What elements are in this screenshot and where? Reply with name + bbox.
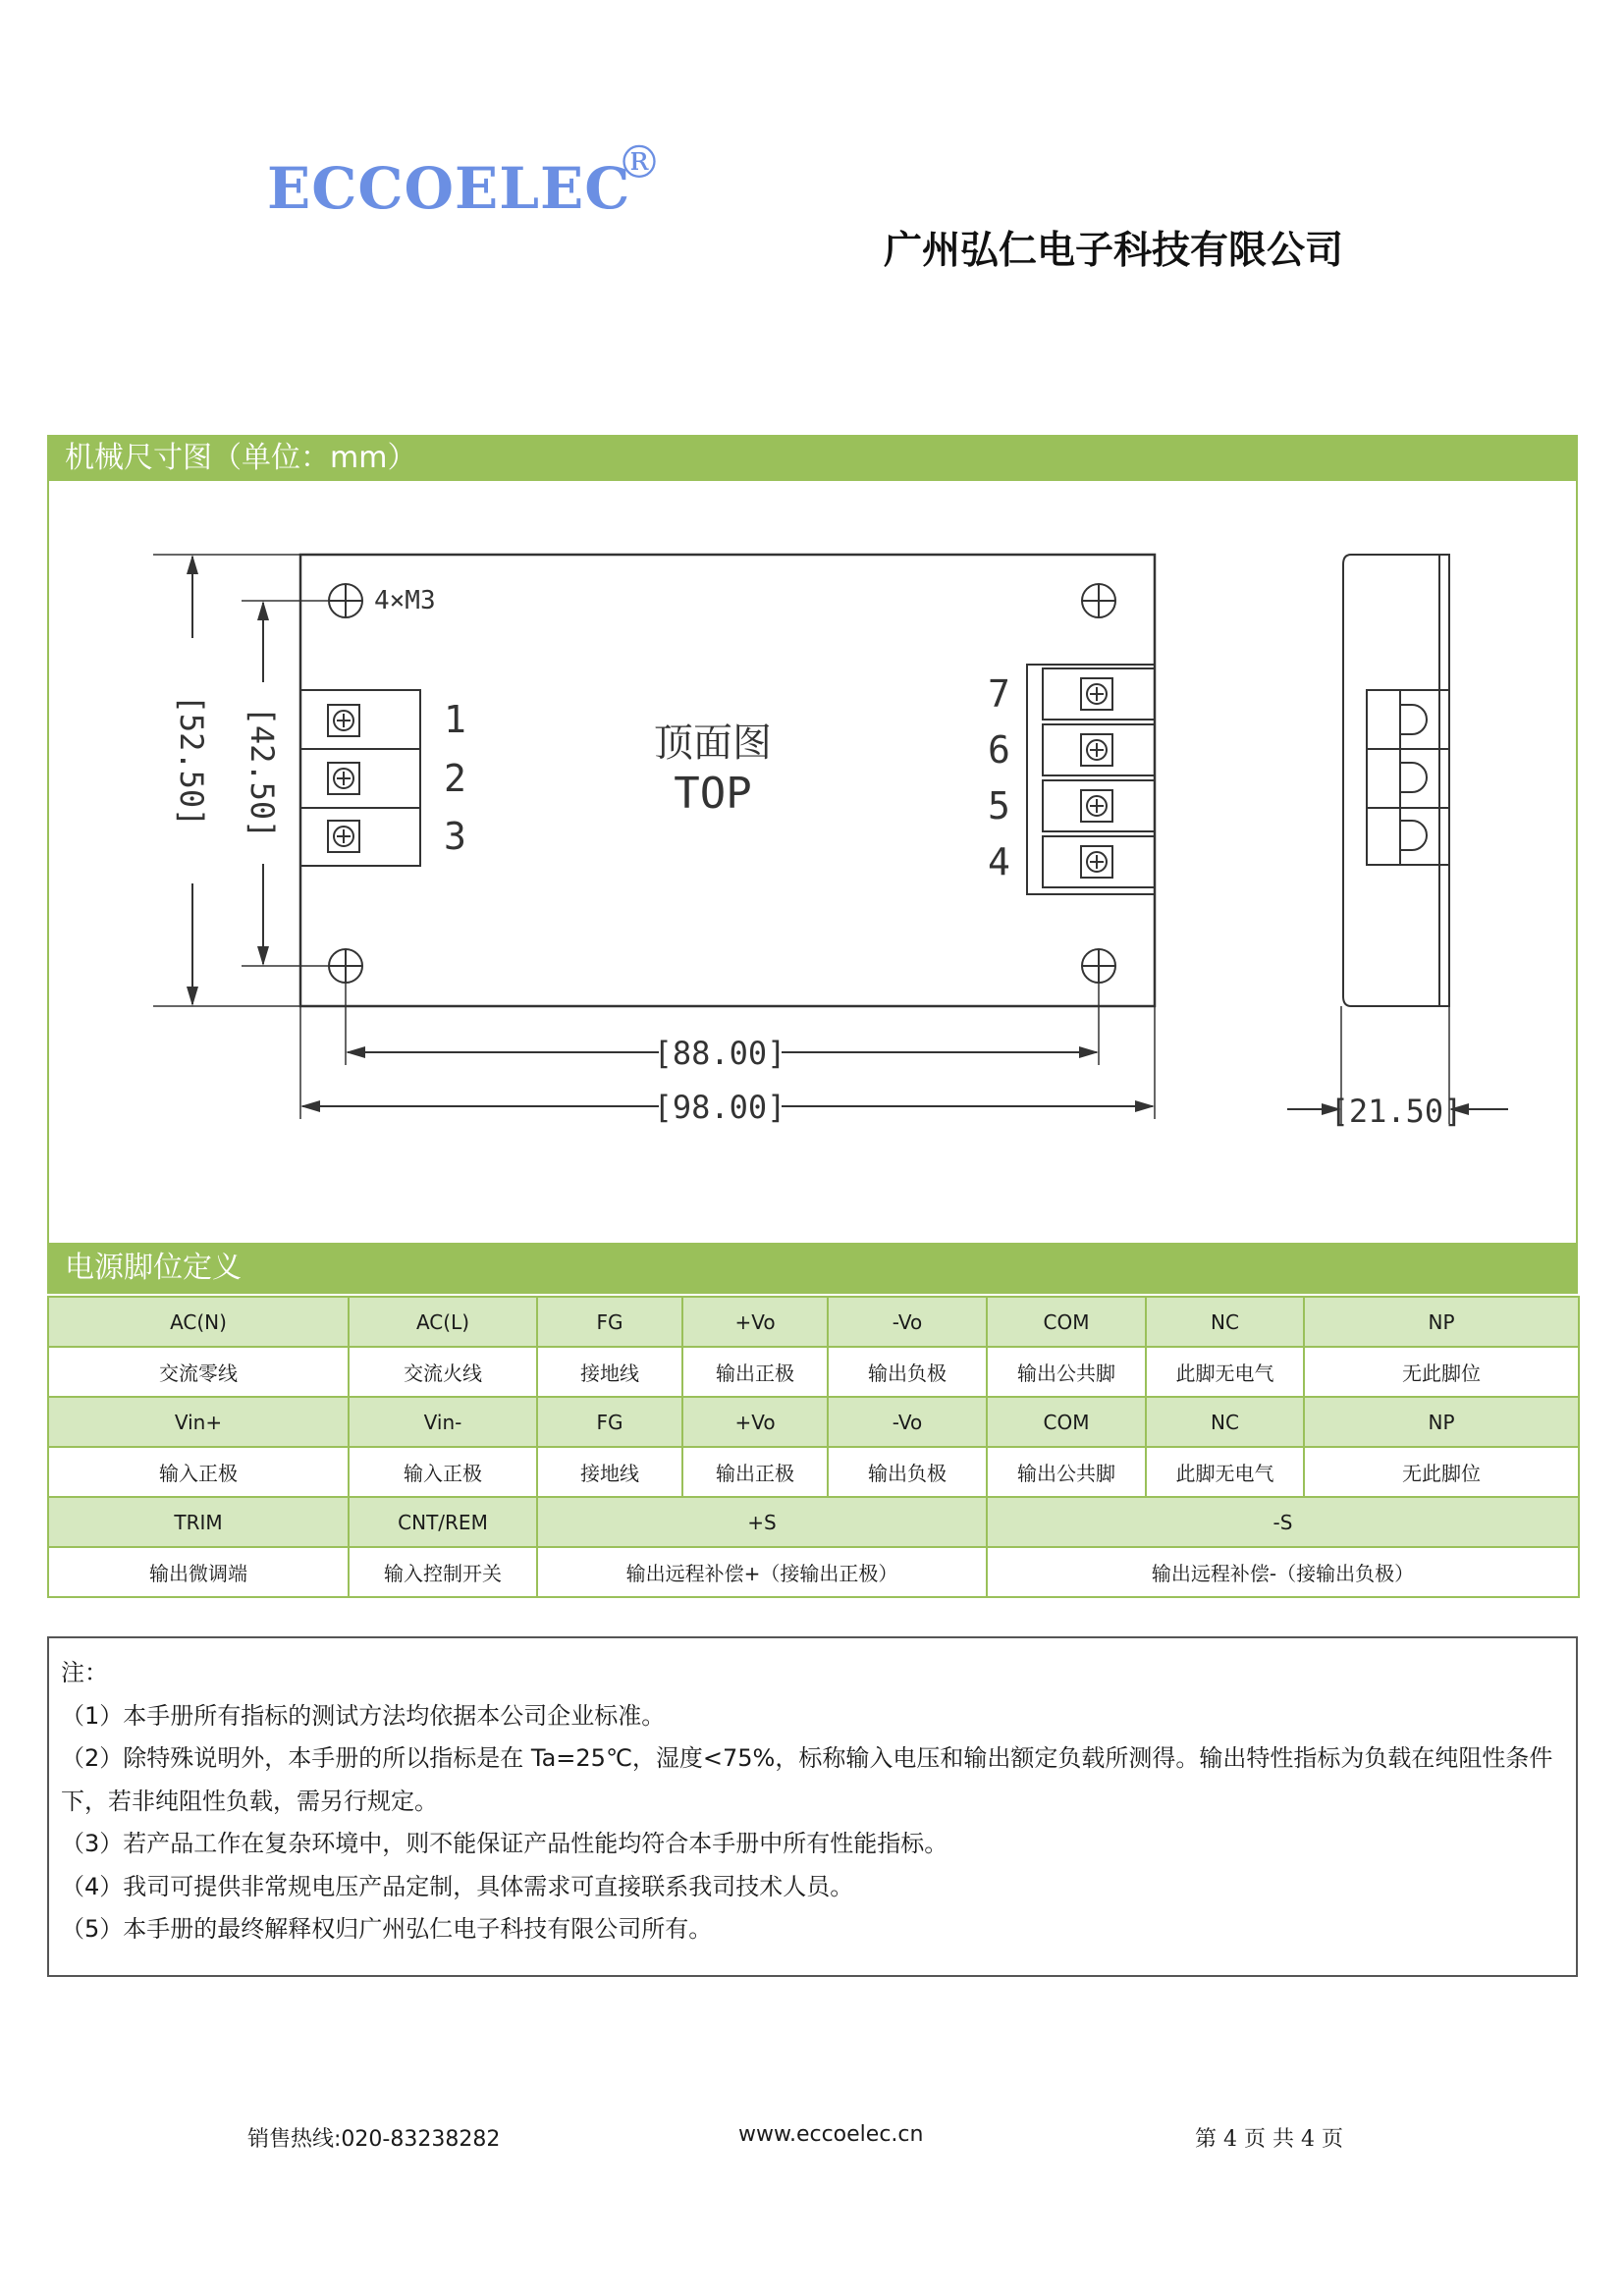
pin-desc-cell: 输出公共脚 — [987, 1347, 1146, 1397]
terminal-screw-3 — [328, 821, 359, 852]
dim-overall-height-value: [52.50] — [173, 694, 210, 828]
mount-hole-bottom-right — [1082, 949, 1115, 983]
pin-number-7: 7 — [988, 672, 1010, 716]
terminal-screw-4 — [1081, 846, 1112, 878]
right-terminal-block — [1027, 665, 1155, 894]
note-item: （3）若产品工作在复杂环境中，则不能保证产品性能均符合本手册中所有性能指标。 — [61, 1830, 948, 1857]
website-link[interactable]: www.eccoelec.cn — [738, 2122, 924, 2147]
notes-title: 注： — [61, 1659, 108, 1686]
pin-number-1: 1 — [444, 698, 466, 741]
pin-code-cell: CNT/REM — [349, 1497, 537, 1547]
table-row — [48, 1397, 1579, 1447]
pin-code-cell: COM — [987, 1397, 1146, 1447]
note-item: （5）本手册的最终解释权归广州弘仁电子科技有限公司所有。 — [61, 1915, 713, 1943]
pin-desc-cell: 输出正极 — [682, 1447, 828, 1497]
pin-desc-cell: 无此脚位 — [1304, 1347, 1579, 1397]
note-item: （2）除特殊说明外，本手册的所以指标是在 Ta=25℃，湿度<75%，标称输入电压和输出额定负载所测得。输出特性指标为负载在纯阻性条件下，若非纯阻性负载，需另行规定。 — [61, 1744, 1553, 1815]
pin-desc-cell: 输出公共脚 — [987, 1447, 1146, 1497]
terminal-screw-7 — [1081, 678, 1112, 710]
pin-number-5: 5 — [988, 784, 1010, 828]
table-row — [48, 1297, 1579, 1347]
pin-desc-cell: 输出负极 — [828, 1447, 987, 1497]
pin-code-cell: FG — [537, 1297, 682, 1347]
note-item: （1）本手册所有指标的测试方法均依据本公司企业标准。 — [61, 1701, 666, 1730]
left-terminal-block — [300, 690, 420, 866]
pin-desc-cell: 输出正极 — [682, 1347, 828, 1397]
dim-hole-width-value: [88.00] — [653, 1035, 786, 1072]
company-name: 广州弘仁电子科技有限公司 — [884, 229, 1344, 273]
pin-code-cell: Vin- — [349, 1397, 537, 1447]
pin-desc-cell: 输入正极 — [48, 1447, 349, 1497]
pin-code-cell: +S — [537, 1497, 987, 1547]
pin-desc-cell: 输入正极 — [349, 1447, 537, 1497]
pin-code-cell: NP — [1304, 1297, 1579, 1347]
pin-definition-table — [47, 1296, 1580, 1598]
pin-code-cell: TRIM — [48, 1497, 349, 1547]
pin-code-cell: -Vo — [828, 1397, 987, 1447]
terminal-screw-1 — [328, 705, 359, 736]
dim-overall-width-value: [98.00] — [653, 1089, 786, 1126]
pin-desc-cell: 输出远程补偿-（接输出负极） — [987, 1547, 1579, 1597]
notes-box — [47, 1636, 1578, 1977]
pin-number-6: 6 — [988, 728, 1010, 772]
pin-number-2: 2 — [444, 757, 466, 800]
pin-code-cell: -S — [987, 1497, 1579, 1547]
top-view-label-en: TOP — [674, 769, 752, 819]
table-row — [48, 1497, 1579, 1547]
pin-code-cell: AC(N) — [48, 1297, 349, 1347]
mount-hole-bottom-left — [329, 949, 362, 983]
pin-number-4: 4 — [988, 840, 1010, 883]
pin-code-cell: NC — [1146, 1297, 1304, 1347]
table-row — [48, 1547, 1579, 1597]
sales-hotline: 销售热线:020-83238282 — [247, 2127, 501, 2152]
table-row — [48, 1447, 1579, 1497]
dim-depth-value: [21.50] — [1329, 1093, 1463, 1130]
pin-section-title: 电源脚位定义 — [47, 1243, 1578, 1294]
registered-mark: ® — [617, 135, 662, 188]
note-item: （4）我司可提供非常规电压产品定制，具体需求可直接联系我司技术人员。 — [61, 1872, 854, 1900]
terminal-screw-6 — [1081, 734, 1112, 766]
pin-desc-cell: 输入控制开关 — [349, 1547, 537, 1597]
mount-label: 4×M3 — [374, 586, 436, 615]
pin-code-cell: Vin+ — [48, 1397, 349, 1447]
mount-hole-top-left — [329, 584, 362, 617]
side-view-outline — [1343, 555, 1449, 1006]
pin-desc-cell: 此脚无电气 — [1146, 1347, 1304, 1397]
pin-desc-cell: 接地线 — [537, 1347, 682, 1397]
pin-desc-cell: 接地线 — [537, 1447, 682, 1497]
pin-code-cell: +Vo — [682, 1297, 828, 1347]
pin-desc-cell: 此脚无电气 — [1146, 1447, 1304, 1497]
table-row — [48, 1347, 1579, 1397]
pin-number-3: 3 — [444, 815, 466, 858]
pin-desc-cell: 无此脚位 — [1304, 1447, 1579, 1497]
company-logo-text: ECCOELEC — [267, 155, 631, 222]
terminal-screw-2 — [328, 763, 359, 794]
pin-desc-cell: 输出负极 — [828, 1347, 987, 1397]
page-number: 第 4 页 共 4 页 — [1195, 2127, 1343, 2152]
top-view-label-cn: 顶面图 — [654, 721, 772, 766]
mech-section-title: 机械尺寸图（单位：mm） — [47, 435, 1578, 481]
pin-desc-cell: 交流火线 — [349, 1347, 537, 1397]
pin-code-cell: NP — [1304, 1397, 1579, 1447]
pin-code-cell: -Vo — [828, 1297, 987, 1347]
pin-code-cell: +Vo — [682, 1397, 828, 1447]
terminal-screw-5 — [1081, 790, 1112, 822]
mount-hole-top-right — [1082, 584, 1115, 617]
pin-code-cell: AC(L) — [349, 1297, 537, 1347]
pin-code-cell: FG — [537, 1397, 682, 1447]
pin-code-cell: NC — [1146, 1397, 1304, 1447]
pin-desc-cell: 交流零线 — [48, 1347, 349, 1397]
pin-desc-cell: 输出远程补偿+（接输出正极） — [537, 1547, 987, 1597]
mechanical-drawing — [94, 496, 1538, 1198]
pin-desc-cell: 输出微调端 — [48, 1547, 349, 1597]
dim-hole-height-value: [42.50] — [244, 706, 281, 839]
pin-code-cell: COM — [987, 1297, 1146, 1347]
